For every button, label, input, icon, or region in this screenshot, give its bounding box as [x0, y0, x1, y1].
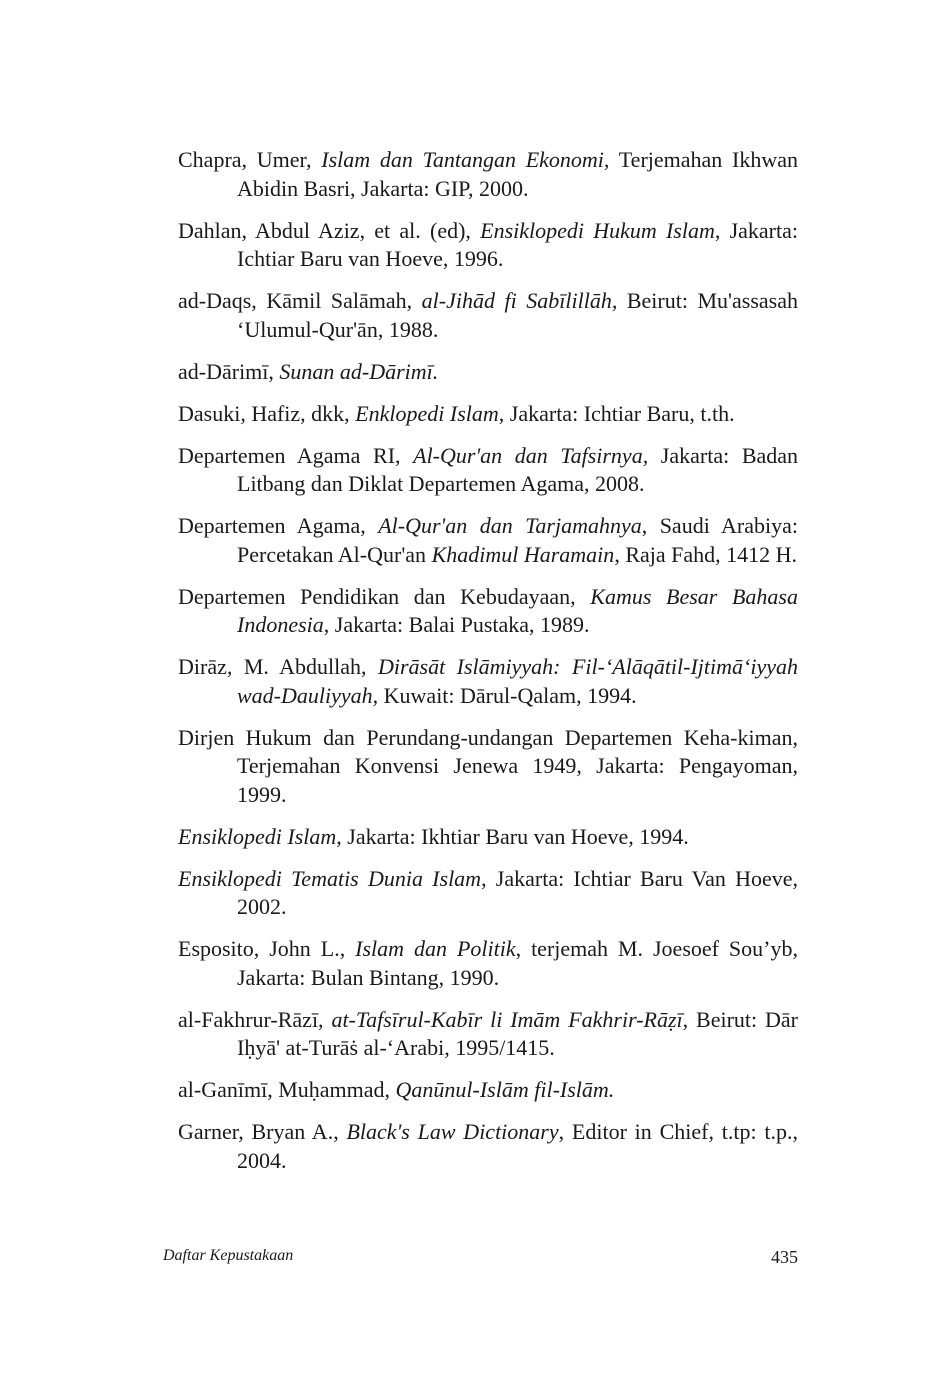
- bibliography-entry: [178, 287, 798, 344]
- bibliography-entry: [178, 583, 798, 640]
- entry-title-italic: Al-Qur'an dan Tafsirnya,: [413, 442, 649, 468]
- entry-title-italic: Enklopedi Islam: [355, 400, 499, 426]
- entry-title-italic: Khadimul Haramain: [431, 541, 615, 567]
- entry-text: , Kuwait: Dārul-Qalam, 1994.: [372, 682, 637, 708]
- entry-text: Dasuki, Hafiz, dkk,: [178, 400, 356, 426]
- entry-text: , Jakarta: Balai Pustaka, 1989.: [323, 612, 590, 637]
- entry-text: ad-Dārimī,: [178, 358, 280, 384]
- bibliography-entry: [178, 823, 798, 852]
- entry-text: , Jakarta: Ikhtiar Baru van Hoeve, 1994.: [336, 823, 689, 849]
- bibliography-entry: [178, 217, 798, 274]
- bibliography-entry: [178, 653, 798, 710]
- entry-text: Dahlan, Abdul Aziz, et al. (ed),: [178, 217, 481, 243]
- entry-text: Chapra, Umer,: [178, 147, 322, 172]
- entry-text: , Beirut: Dār Iḥyā' at-Turāṡ al-‘Arabi, 1995/1415.: [237, 1006, 798, 1060]
- page-footer: [163, 1247, 798, 1268]
- bibliography-entry: [178, 442, 798, 499]
- entry-title-italic: Dirāsāt Islāmiyyah: Fil-‘Alāqātil-Ijtimā‘iyyah wad-Dauliyyah: [237, 654, 798, 708]
- entry-text: , Jakarta: Ichtiar Baru Van Hoeve, 2002.: [237, 865, 798, 919]
- entry-text: al-Fakhrur-Rāzī,: [178, 1006, 332, 1032]
- entry-title-italic: Ensiklopedi Islam: [178, 823, 337, 849]
- running-footer-title: Daftar Kepustakaan: [163, 1247, 294, 1264]
- bibliography-entry: [178, 512, 798, 569]
- bibliography-entry: [178, 1118, 798, 1175]
- entry-text: , Jakarta: Ichtiar Baru van Hoeve, 1996.: [237, 217, 799, 271]
- entry-title-italic: at-Tafsīrul-Kabīr li Imām Fakhrir-Rāẓī: [331, 1006, 683, 1032]
- entry-title-italic: Al-Qur'an dan Tarjamahnya: [378, 513, 642, 538]
- entry-title-italic: Ensiklopedi Hukum Islam: [480, 217, 715, 243]
- entry-text: , Beirut: Mu'assasah ‘Ulumul-Qur'ān, 1988.: [237, 288, 798, 342]
- entry-text: al-Ganīmī, Muḥammad,: [178, 1077, 396, 1102]
- entry-text: M. Abdullah,: [232, 654, 378, 679]
- entry-text: , Raja Fahd, 1412 H.: [614, 541, 798, 567]
- entry-text: Esposito, John L.,: [178, 936, 356, 961]
- entry-text: Jakarta: Badan Litbang dan Diklat Departemen Agama, 2008.: [237, 442, 799, 496]
- entry-title-italic: Black's Law Dictionary: [346, 1119, 559, 1144]
- entry-title-italic: Qanūnul-Islām fil-Islām.: [395, 1077, 615, 1102]
- entry-text: Terjemahan Ikhwan Abidin Basri, Jakarta: GIP, 2000.: [237, 147, 799, 201]
- entry-title-italic: Islam dan Tantangan Ekonomi,: [321, 147, 610, 172]
- bibliography-entry: [178, 358, 798, 387]
- entry-text: , Jakarta: Ichtiar Baru, t.th.: [498, 400, 735, 426]
- entry-text: Garner, Bryan A.,: [178, 1119, 347, 1144]
- entry-title-italic: al-Jihād fi Sabīlillāh: [421, 288, 612, 313]
- entry-text: Departemen Pendidikan dan Kebudayaan,: [178, 583, 591, 609]
- page-number: 435: [771, 1247, 798, 1267]
- bibliography-list: [178, 146, 798, 1189]
- entry-title-italic: ,: [226, 654, 233, 679]
- entry-title-italic: Ensiklopedi Tematis Dunia Islam: [178, 865, 482, 891]
- entry-text: Departemen Agama,: [178, 513, 379, 538]
- entry-title-italic: Kamus Besar Bahasa Indonesia: [237, 583, 798, 637]
- entry-title-italic: Sunan ad-Dārimī.: [279, 358, 439, 384]
- entry-text: Dirjen Hukum dan Perundang-undangan Departemen Keha-kiman, Terjemahan Konvensi Jenewa 1949, Jakarta: Pengayoman, 1999.: [178, 724, 798, 807]
- entry-text: Dirāz: [178, 654, 227, 679]
- bibliography-entry: [178, 1076, 798, 1105]
- entry-title-italic: Islam dan Politik: [355, 936, 516, 961]
- bibliography-entry: [178, 865, 798, 922]
- entry-text: Departemen Agama RI,: [178, 442, 414, 468]
- bibliography-entry: [178, 146, 798, 203]
- bibliography-entry: [178, 724, 798, 810]
- entry-text: , Saudi Arabiya: Percetakan Al-Qur'an: [237, 513, 799, 567]
- entry-text: , terjemah M. Joesoef Sou’yb, Jakarta: Bulan Bintang, 1990.: [237, 936, 798, 990]
- entry-text: ad-Daqs, Kāmil Salāmah,: [178, 288, 422, 313]
- entry-text: , Editor in Chief, t.tp: t.p., 2004.: [237, 1119, 798, 1173]
- bibliography-entry: [178, 935, 798, 992]
- bibliography-entry: [178, 400, 798, 429]
- bibliography-entry: [178, 1006, 798, 1063]
